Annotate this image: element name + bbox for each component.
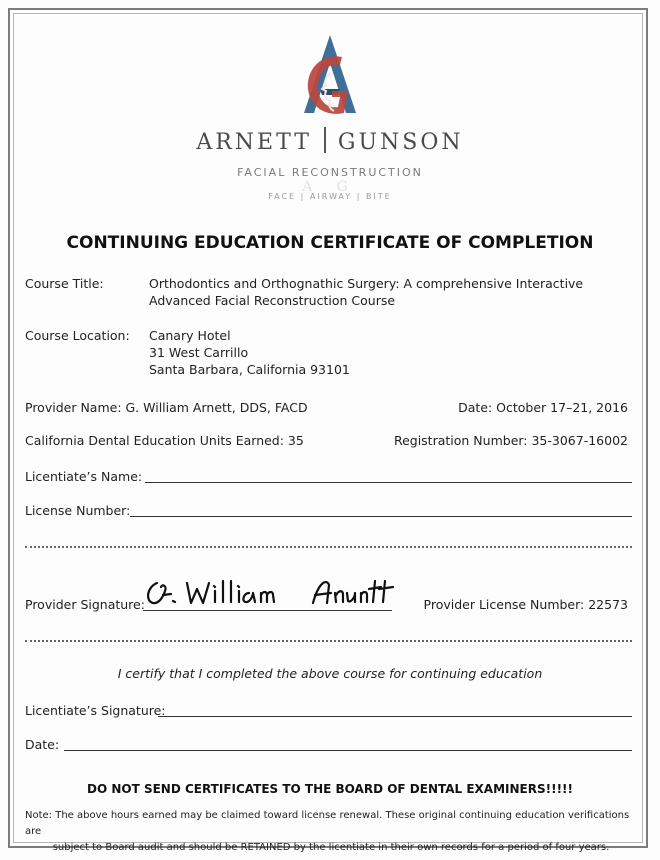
board-warning: DO NOT SEND CERTIFICATES TO THE BOARD OF DENTAL EXAMINERS!!!!! <box>87 782 573 796</box>
licentiate-signature-label: Licentiate’s Signature: <box>25 703 166 718</box>
dotted-divider <box>25 640 632 642</box>
provider-signature <box>143 577 398 613</box>
units-earned: California Dental Education Units Earned: 35 <box>25 433 304 448</box>
location-line3: Santa Barbara, California 93101 <box>149 362 350 377</box>
provider-license-number: Provider License Number: 22573 <box>423 597 628 612</box>
certificate-title: CONTINUING EDUCATION CERTIFICATE OF COMPLETION <box>66 233 594 253</box>
license-number-field[interactable] <box>130 516 632 517</box>
registration-number: Registration Number: 35-3067-16002 <box>393 433 628 448</box>
certify-statement: I certify that I completed the above course for continuing education <box>117 666 543 681</box>
course-title-line1: Orthodontics and Orthognathic Surgery: A comprehensive Interactive <box>149 276 584 291</box>
course-location-label: Course Location: <box>25 328 130 343</box>
note-line2: subject to Board audit and should be RETAINED by the licentiate in their own records for a period of four years. <box>52 842 610 853</box>
brand-name <box>0 127 660 155</box>
provider-signature-line <box>143 610 392 611</box>
brand-divider <box>324 127 326 153</box>
course-title-label: Course Title: <box>25 276 104 291</box>
brand-left: ARNETT <box>196 130 312 155</box>
arnett-gunson-logo <box>290 33 370 119</box>
renewal-note <box>25 808 637 856</box>
course-date: Date: October 17–21, 2016 <box>458 400 628 415</box>
location-line2: 31 West Carrillo <box>149 345 249 360</box>
brand-subtitle: FACIAL RECONSTRUCTION <box>237 166 423 179</box>
date-field[interactable] <box>64 750 632 751</box>
brand-tagline: FACE | AIRWAY | BITE <box>268 192 392 201</box>
licentiate-name-field[interactable] <box>145 482 632 483</box>
course-title-line2: Advanced Facial Reconstruction Course <box>149 293 396 308</box>
provider-name: Provider Name: G. William Arnett, DDS, FACD <box>25 400 308 415</box>
date-label: Date: <box>25 737 60 752</box>
provider-signature-label: Provider Signature: <box>25 597 145 612</box>
licentiate-name-label: Licentiate’s Name: <box>25 469 143 484</box>
licentiate-signature-field[interactable] <box>158 716 632 717</box>
license-number-label: License Number: <box>25 503 131 518</box>
location-line1: Canary Hotel <box>149 328 231 343</box>
note-line1: Note: The above hours earned may be claimed toward license renewal. These original continuing education verifications are <box>25 810 630 837</box>
brand-right: GUNSON <box>337 130 464 155</box>
dotted-divider <box>25 546 632 548</box>
ghost-initials: A G <box>302 179 358 195</box>
